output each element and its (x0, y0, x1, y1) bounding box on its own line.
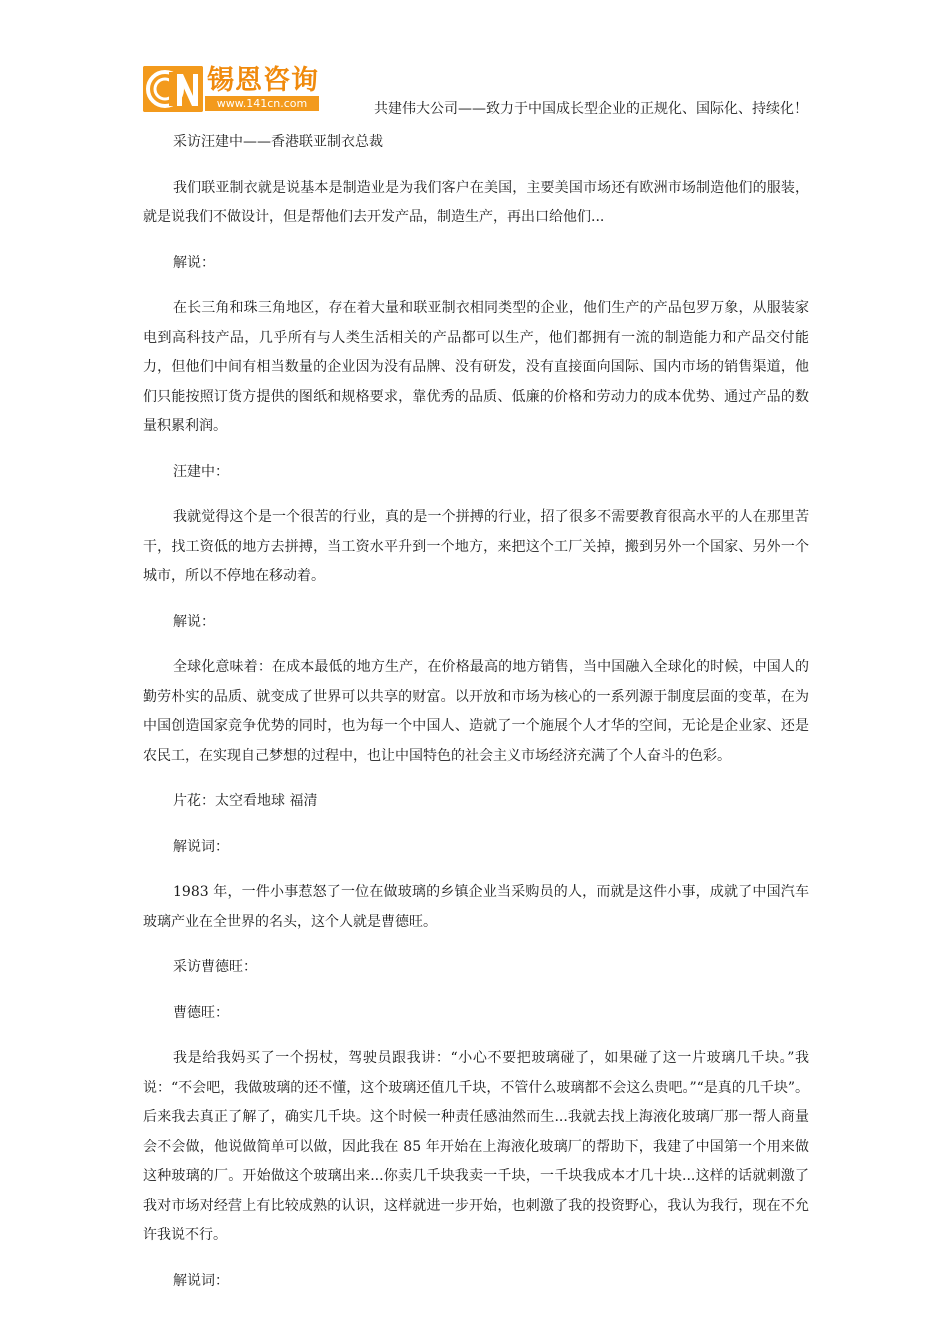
paragraph: 我就觉得这个是一个很苦的行业，真的是一个拼搏的行业，招了很多不需要教育很高水平的人在那里苦干，找工资低的地方去拼搏，当工资水平升到一个地方，来把这个工厂关掉，搬到另外一个国家、另外一个城市，所以不停地在移动着。 (143, 509, 809, 584)
paragraph: 我们联亚制衣就是说基本是制造业是为我们客户在美国，主要美国市场还有欧洲市场制造他们的服装，就是说我们不做设计，但是帮他们去开发产品，制造生产，再出口给他们... (143, 179, 809, 225)
company-logo (143, 66, 319, 112)
document-body (143, 128, 809, 1312)
paragraph: 解说： (173, 613, 215, 630)
paragraph: 解说词： (173, 838, 229, 855)
paragraph: 1983 年，一件小事惹怒了一位在做玻璃的乡镇企业当采购员的人，而就是这件小事，成就了中国汽车玻璃产业在全世界的名头，这个人就是曹德旺。 (143, 884, 809, 930)
paragraph: 采访汪建中——香港联亚制衣总裁 (173, 134, 383, 150)
page-header (143, 66, 808, 118)
paragraph: 片花：太空看地球 福清 (173, 793, 318, 809)
paragraph: 在长三角和珠三角地区，存在着大量和联亚制衣相同类型的企业，他们生产的产品包罗万象，从服装家电到高科技产品，几乎所有与人类生活相关的产品都可以生产，他们都拥有一流的制造能力和产品交付能力，但他们中间有相当数量的企业因为没有品牌、没有研发，没有直接面向国际、国内市场的销售渠道，他们只能按照订货方提供的图纸和规格要求，靠优秀的品质、低廉的价格和劳动力的成本优势、通过产品的数量积累利润。 (143, 300, 809, 434)
logo-chinese-name: 锡恩咨询 (207, 65, 319, 96)
cn-logo-icon (143, 66, 203, 112)
paragraph: 全球化意味着：在成本最低的地方生产，在价格最高的地方销售，当中国融入全球化的时候，中国人的勤劳朴实的品质、就变成了世界可以共享的财富。以开放和市场为核心的一系列源于制度层面的变革，在为中国创造国家竞争优势的同时，也为每一个中国人、造就了一个施展个人才华的空间，无论是企业家、还是农民工，在实现自己梦想的过程中，也让中国特色的社会主义市场经济充满了个人奋斗的色彩。 (143, 659, 809, 764)
logo-url: www.141cn.com (205, 96, 319, 111)
paragraph: 我是给我妈买了一个拐杖，驾驶员跟我讲：“小心不要把玻璃碰了，如果碰了这一片玻璃几千块。”我说：“不会吧，我做玻璃的还不懂，这个玻璃还值几千块，不管什么玻璃都不会这么贵吧。”“是真的几千块”。后来我去真正了解了，确实几千块。这个时候一种责任感油然而生...我就去找上海液化玻璃厂那一帮人商量会不会做，他说做简单可以做，因此我在 85 年开始在上海液化玻璃厂的帮助下，我建了中国第一个用来做这种玻璃的厂。开始做这个玻璃出来...你卖几千块我卖一千块，一千块我成本才几十块...这样的话就刺激了我对市场对经营上有比较成熟的认识，这样就进一步开始，也刺激了我的投资野心，我认为我行，现在不允许我说不行。 (143, 1050, 809, 1243)
paragraph: 曹德旺： (173, 1004, 229, 1021)
logo-text (205, 66, 319, 112)
paragraph: 解说词： (173, 1272, 229, 1289)
paragraph: 汪建中： (173, 463, 229, 480)
paragraph: 解说： (173, 254, 215, 271)
header-slogan: 共建伟大公司——致力于中国成长型企业的正规化、国际化、持续化！ (374, 101, 808, 117)
paragraph: 采访曹德旺： (173, 959, 257, 975)
